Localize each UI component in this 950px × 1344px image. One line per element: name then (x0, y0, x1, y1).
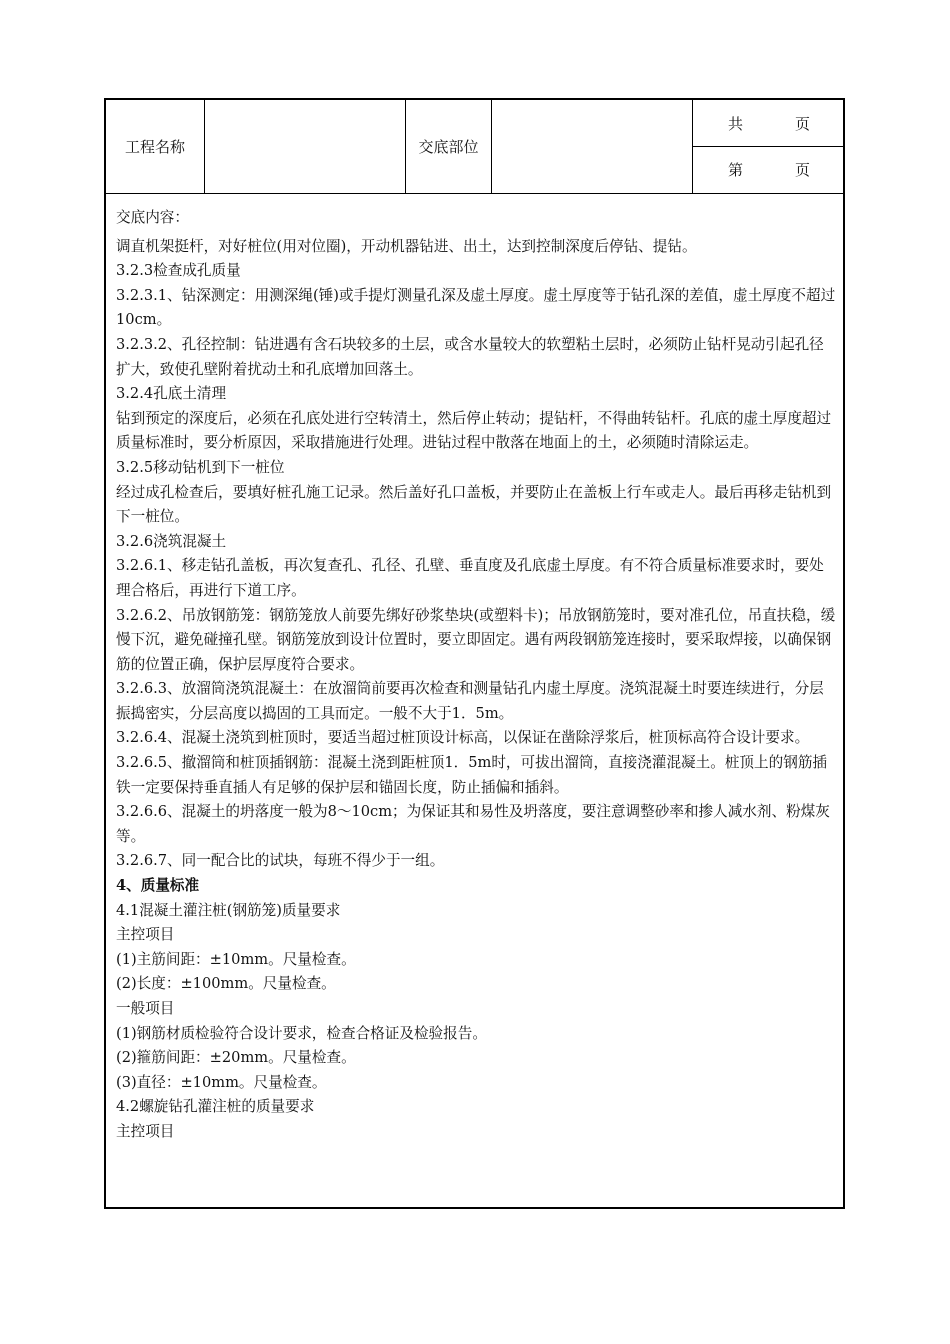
disclosure-part-value (492, 100, 692, 193)
content-line: 3.2.3.1、钻深测定：用测深绳(锤)或手提灯测量孔深及虚土厚度。虚土厚度等于钻孔深的差值，虚土厚度不超过10cm。 (116, 286, 836, 329)
list-item: (1)钢筋材质检验符合设计要求，检查合格证及检验报告。 (116, 1024, 487, 1042)
disclosure-content (116, 206, 838, 1145)
content-lead: 交底内容： (116, 209, 189, 226)
section-heading: 4.1混凝土灌注桩(钢筋笼)质量要求 (116, 901, 341, 919)
total-pages-unit: 页 (795, 115, 811, 133)
content-line: 3.2.6.2、吊放钢筋笼：钢筋笼放人前要先绑好砂浆垫块(或塑料卡)；吊放钢筋笼时，要对准孔位，吊直扶稳，缓慢下沉，避免碰撞孔壁。钢筋笼放到设计位置时，要立即固定。遇有两段钢筋笼连接时，要采取焊接，以确保钢筋的位置正确，保护层厚度符合要求。 (116, 606, 836, 673)
chapter-heading: 4、质量标准 (116, 877, 200, 895)
page-number-unit: 页 (795, 161, 811, 179)
total-pages-char: 共 (728, 115, 744, 133)
content-line: 3.2.6.5、撤溜筒和桩顶插钢筋：混凝土浇到距桩顶1．5m时，可拔出溜筒，直接浇灌混凝土。桩顶上的钢筋插铁一定要保持垂直插人有足够的保护层和锚固长度，防止插偏和插斜。 (116, 754, 828, 796)
content-line: 3.2.6.1、移走钻孔盖板，再次复查孔、孔径、孔壁、垂直度及孔底虚土厚度。有不符合质量标准要求时，要处理合格后，再进行下道工序。 (116, 557, 824, 599)
content-line: 3.2.6.3、放溜筒浇筑混凝土：在放溜筒前要再次检查和测量钻孔内虚土厚度。浇筑混凝土时要连续进行，分层振捣密实，分层高度以捣固的工具而定。一般不大于1．5m。 (116, 680, 824, 722)
disclosure-form (104, 98, 845, 1209)
content-line: 3.2.6.6、混凝土的坍落度一般为8～10cm；为保证其和易性及坍落度，要注意调整砂率和掺人减水剂、粉煤灰等。 (116, 803, 830, 845)
subsection-heading: 主控项目 (116, 926, 175, 944)
section-heading: 3.2.5移动钻机到下一桩位 (116, 458, 285, 476)
divider (692, 146, 843, 147)
list-item: (3)直径：±10mm。尺量检查。 (116, 1073, 327, 1091)
content-line: 钻到预定的深度后，必须在孔底处进行空转清土，然后停止转动；提钻杆，不得曲转钻杆。孔底的虚土厚度超过质量标准时，要分析原因，采取措施进行处理。进钻过程中散落在地面上的土，必须随时清除运走。 (116, 409, 832, 452)
content-line: 调直机架挺杆，对好桩位(用对位圈)，开动机器钻进、出土，达到控制深度后停钻、提钻。 (116, 237, 697, 255)
content-line: 3.2.3.2、孔径控制：钻进遇有含石块较多的土层，或含水量较大的软塑粘土层时，必须防止钻杆晃动引起孔径扩大，致使孔壁附着扰动土和孔底增加回落土。 (116, 335, 824, 378)
content-line: 经过成孔检查后，要填好桩孔施工记录。然后盖好孔口盖板，并要防止在盖板上行车或走人。最后再移走钻机到下一桩位。 (116, 483, 832, 526)
content-line: 3.2.6.7、同一配合比的试块，每班不得少于一组。 (116, 852, 445, 870)
subsection-heading: 主控项目 (116, 1122, 175, 1140)
subsection-heading: 一般项目 (116, 1000, 175, 1017)
section-heading: 3.2.3检查成孔质量 (116, 262, 241, 280)
section-heading: 3.2.6浇筑混凝土 (116, 532, 227, 550)
disclosure-part-label: 交底部位 (418, 138, 479, 156)
content-line: 3.2.6.4、混凝土浇筑到桩顶时，要适当超过桩顶设计标高，以保证在凿除浮浆后，桩顶标高符合设计要求。 (116, 729, 810, 747)
project-name-value (205, 100, 405, 193)
section-heading: 3.2.4孔底土清理 (116, 385, 227, 403)
list-item: (2)箍筋间距：±20mm。尺量检查。 (116, 1049, 356, 1067)
list-item: (1)主筋间距：±10mm。尺量检查。 (116, 950, 356, 968)
list-item: (2)长度：±100mm。尺量检查。 (116, 975, 336, 993)
form-header (106, 100, 843, 194)
section-heading: 4.2螺旋钻孔灌注桩的质量要求 (116, 1098, 315, 1116)
page-number-char: 第 (728, 161, 744, 179)
project-name-label: 工程名称 (124, 138, 185, 156)
